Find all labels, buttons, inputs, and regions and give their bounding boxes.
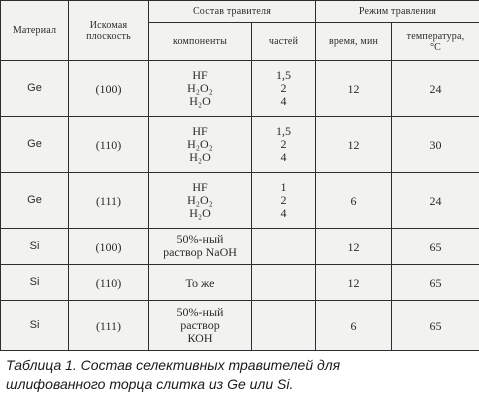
parts-cell — [252, 265, 316, 301]
components-cell — [149, 117, 252, 173]
temp-cell: 24 — [392, 61, 479, 117]
header-time: время, мин — [316, 23, 392, 61]
header-row-top — [1, 1, 479, 23]
header-material: Материал — [1, 1, 69, 61]
part-item: 2 — [280, 80, 287, 95]
plane-cell: (110) — [69, 117, 149, 173]
material-cell: Ge — [1, 173, 69, 229]
part-item: 1 — [280, 179, 287, 194]
temp-cell: 65 — [392, 265, 479, 301]
caption-line-2: шлифованного торца слитка из Ge или Si. — [6, 376, 294, 392]
header-etchant: Состав травителя — [149, 1, 316, 23]
component-item: H₂O — [189, 205, 211, 220]
table-row — [1, 173, 479, 229]
parts-cell — [252, 229, 316, 265]
material-cell: Ge — [1, 117, 69, 173]
table-row — [1, 265, 479, 301]
plane-cell: (100) — [69, 229, 149, 265]
components-cell — [149, 301, 252, 351]
temp-cell: 65 — [392, 229, 479, 265]
time-cell: 6 — [316, 301, 392, 351]
temp-cell: 30 — [392, 117, 479, 173]
plane-cell: (111) — [69, 173, 149, 229]
temp-cell: 24 — [392, 173, 479, 229]
parts-cell — [252, 117, 316, 173]
header-plane-line1: Искомая — [89, 19, 128, 31]
header-parts: частей — [252, 23, 316, 61]
caption-line-1: Таблица 1. Состав селективных травителей для — [6, 357, 341, 373]
plane-cell: (100) — [69, 61, 149, 117]
part-item: 1,5 — [276, 123, 291, 138]
time-cell: 12 — [316, 61, 392, 117]
part-item: 4 — [280, 93, 287, 108]
component-item: КОН — [187, 330, 213, 345]
header-temp-line1: температура, — [406, 30, 465, 42]
material-cell: Si — [1, 265, 69, 301]
parts-cell — [252, 173, 316, 229]
component-item: H₂O — [189, 149, 211, 164]
parts-cell — [252, 61, 316, 117]
plane-cell: (110) — [69, 265, 149, 301]
component-item: HF — [192, 123, 208, 138]
component-item: H₂O₂ — [187, 192, 213, 207]
component-item: H₂O — [189, 93, 211, 108]
part-item: 4 — [280, 205, 287, 220]
component-item: HF — [192, 67, 208, 82]
component-item: раствор — [180, 317, 220, 332]
header-components: компоненты — [149, 23, 252, 61]
component-item: 50%-ный — [176, 304, 224, 319]
time-cell: 12 — [316, 229, 392, 265]
components-cell — [149, 265, 252, 301]
part-item: 4 — [280, 149, 287, 164]
temp-cell: 65 — [392, 301, 479, 351]
part-item: 1,5 — [276, 67, 291, 82]
table-row — [1, 117, 479, 173]
component-item: HF — [192, 179, 208, 194]
table-row — [1, 229, 479, 265]
component-item: раствор NaOH — [163, 245, 237, 259]
material-cell: Si — [1, 301, 69, 351]
components-cell — [149, 61, 252, 117]
components-cell — [149, 229, 252, 265]
parts-cell — [252, 301, 316, 351]
part-item: 2 — [280, 136, 287, 151]
time-cell: 12 — [316, 265, 392, 301]
plane-cell: (111) — [69, 301, 149, 351]
header-temp — [392, 23, 479, 61]
component-item: 50%-ный — [176, 232, 224, 246]
time-cell: 6 — [316, 173, 392, 229]
component-item: H₂O₂ — [187, 136, 213, 151]
table-caption — [6, 356, 426, 394]
table-row — [1, 61, 479, 117]
header-temp-line2: °С — [429, 41, 442, 53]
component-item: То же — [185, 275, 215, 290]
component-item: H₂O₂ — [187, 80, 213, 95]
header-mode: Режим травления — [316, 1, 479, 23]
material-cell: Si — [1, 229, 69, 265]
material-cell: Ge — [1, 61, 69, 117]
components-cell — [149, 173, 252, 229]
header-plane — [69, 1, 149, 61]
table-row — [1, 301, 479, 351]
header-plane-line2: плоскость — [86, 30, 131, 42]
part-item: 2 — [280, 192, 287, 207]
time-cell: 12 — [316, 117, 392, 173]
